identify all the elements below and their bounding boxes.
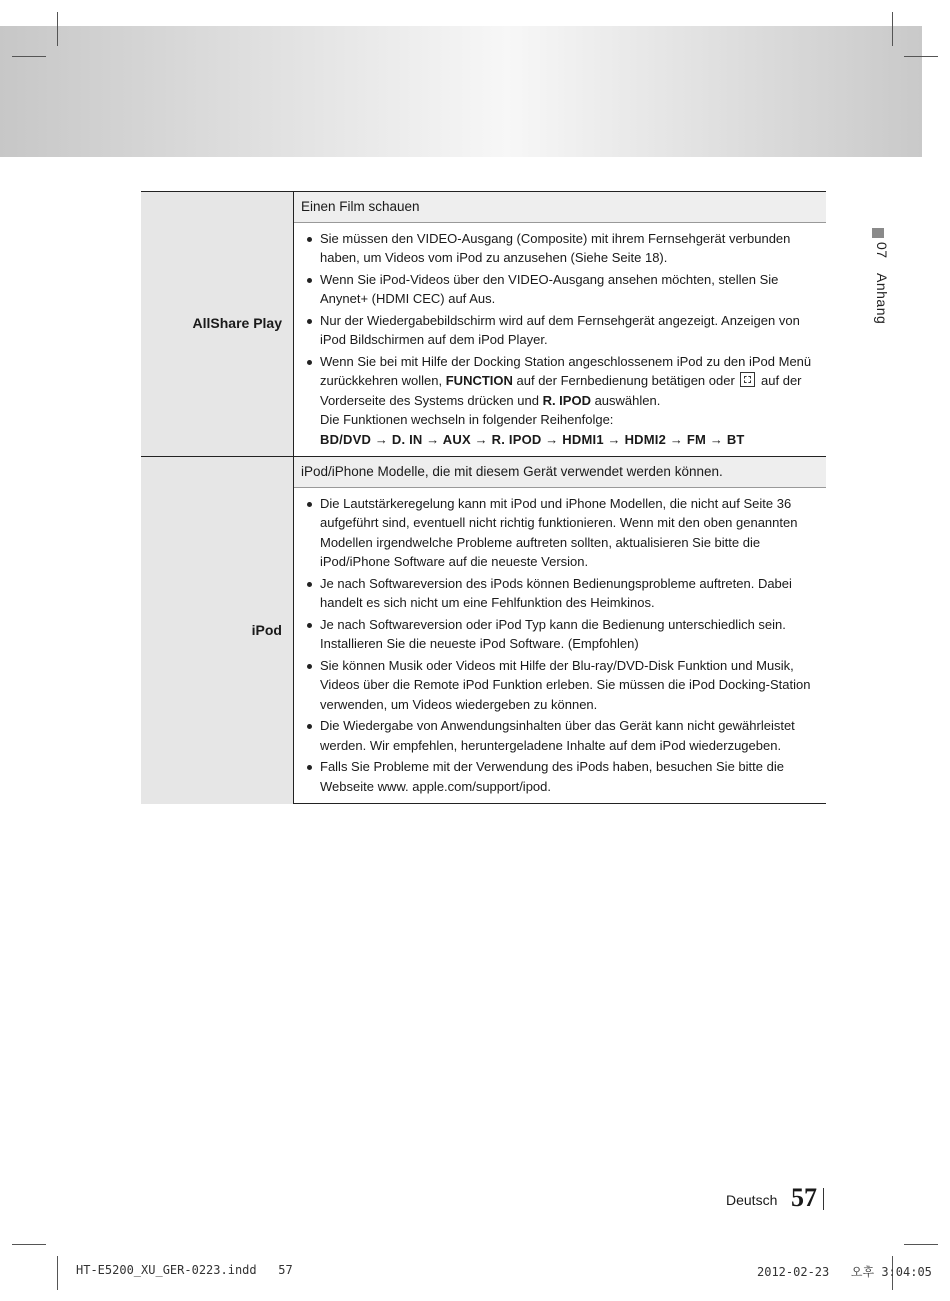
list-item: Falls Sie Probleme mit der Verwendung des iPods haben, besuchen Sie bitte die Webseite www. apple.com/support/ipod. — [300, 757, 820, 796]
header-band — [0, 26, 922, 157]
bullet-text: Wenn Sie bei mit Hilfe der Docking Station angeschlossenem iPod zu den iPod Menü zurückkehren wollen, — [320, 353, 812, 388]
crop-mark — [892, 12, 893, 46]
chapter-tab-marker — [872, 228, 884, 238]
ripod-key: R. IPOD — [542, 392, 591, 408]
crop-mark — [904, 1244, 938, 1245]
list-item: Je nach Softwareversion oder iPod Typ kann die Bedienung unterschiedlich sein. Installieren Sie die neueste iPod Software. (Empfohlen) — [300, 615, 820, 654]
content-models — [294, 487, 827, 804]
table-row — [141, 457, 826, 488]
row-label-ipod: iPod — [141, 457, 294, 804]
chapter-tab-text — [866, 242, 890, 334]
print-timestamp: 2012-02-23 오후 3:04:05 — [757, 1265, 932, 1279]
list-item: Je nach Softwareversion des iPods können Bedienungsprobleme auftreten. Dabei handelt es sich nicht um eine Fehlfunktion des Heimkinos. — [300, 574, 820, 613]
crop-mark — [12, 56, 46, 57]
list-item: Sie müssen den VIDEO-Ausgang (Composite) mit ihrem Fernsehgerät verbunden haben, um Videos vom iPod zu anzusehen (Siehe Seite 18). — [300, 229, 820, 268]
content-film — [294, 222, 827, 457]
list-item — [300, 352, 820, 450]
function-sequence: BD/DVD → D. IN → AUX → R. IPOD → HDMI1 → HDMI2 → FM → BT — [320, 431, 745, 447]
list-item: Die Lautstärkeregelung kann mit iPod und iPhone Modellen, die nicht auf Seite 36 aufgeführt sind, eventuell nicht richtig funktionieren. Wenn mit den oben genannten Modellen irgendwelche Probleme auftreten sollten, aktualisieren Sie bitte die iPod/iPhone Software auf die neueste Version. — [300, 494, 820, 572]
list-item: Die Wiedergabe von Anwendungsinhalten über das Gerät kann nicht gewährleistet werden. Wir empfehlen, heruntergeladene Inhalte auf dem iPod wiederzugeben. — [300, 716, 820, 755]
list-item: Wenn Sie iPod-Videos über den VIDEO-Ausgang ansehen möchten, stellen Sie Anynet+ (HDMI CEC) auf Aus. — [300, 270, 820, 309]
row-label-allshare: AllShare Play — [141, 192, 294, 457]
bullet-text: auf der Vorderseite des Systems drücken und — [320, 373, 802, 408]
ipod-info-table — [141, 191, 826, 804]
page-number: 57 — [791, 1183, 817, 1212]
chapter-tab — [866, 228, 890, 338]
chapter-label: Anhang — [874, 272, 890, 325]
table-row — [141, 192, 826, 223]
footer-divider — [823, 1188, 824, 1210]
crop-mark — [57, 12, 58, 46]
chapter-number: 07 — [874, 242, 890, 259]
bullet-text: auswählen. — [590, 392, 661, 408]
subheading-film: Einen Film schauen — [294, 192, 827, 223]
bullet-text: auf der Fernbedienung betätigen oder — [512, 373, 739, 388]
list-item: Nur der Wiedergabebildschirm wird auf dem Fernsehgerät angezeigt. Anzeigen von iPod Bildschirmen auf dem iPod Player. — [300, 311, 820, 350]
crop-mark — [12, 1244, 46, 1245]
sequence-intro: Die Funktionen wechseln in folgender Reihenfolge: — [320, 412, 614, 427]
crop-mark — [57, 1256, 58, 1290]
function-key: FUNCTION — [445, 373, 513, 388]
list-item: Sie können Musik oder Videos mit Hilfe der Blu-ray/DVD-Disk Funktion und Musik, Videos über die Remote iPod Funktion erleben. Sie müssen die iPod Docking-Station verwenden, um Videos wiedergeben zu können. — [300, 656, 820, 715]
subheading-models: iPod/iPhone Modelle, die mit diesem Gerät verwendet werden können. — [294, 457, 827, 488]
print-file-info: HT-E5200_XU_GER-0223.indd 57 — [76, 1263, 293, 1277]
crop-mark — [904, 56, 938, 57]
function-button-icon — [740, 372, 755, 387]
footer-language: Deutsch — [726, 1192, 778, 1208]
